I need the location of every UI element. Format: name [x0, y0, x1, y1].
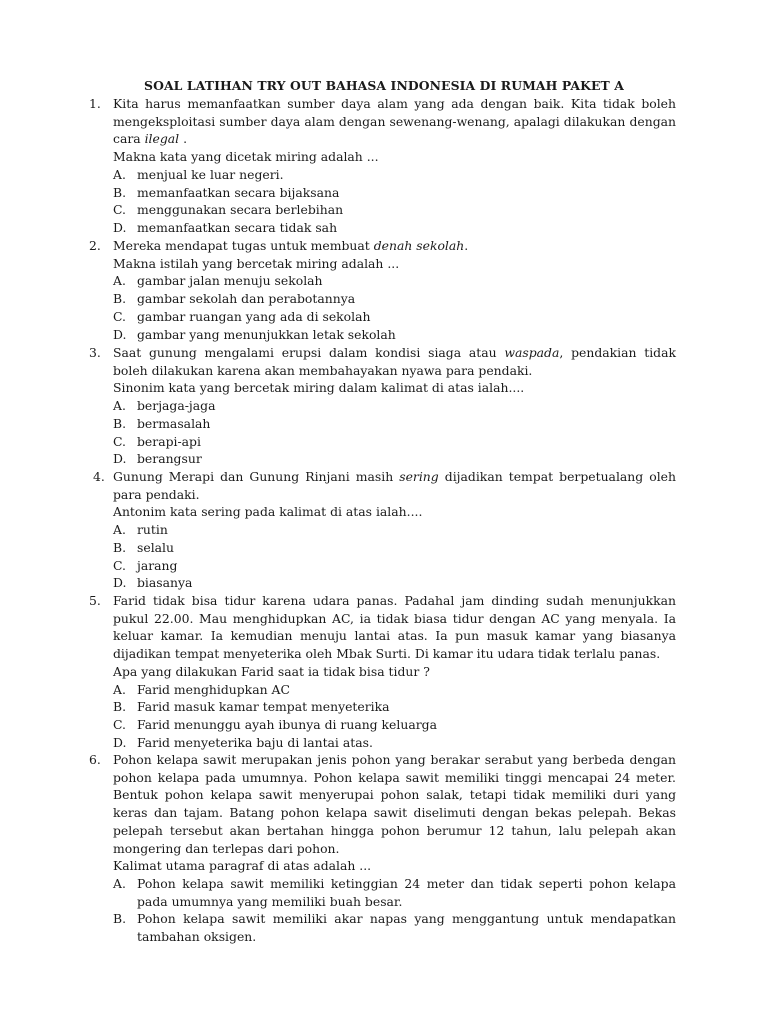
option-b: B. gambar sekolah dan perabotannya	[113, 291, 356, 307]
question-prompt: Makna kata yang dicetak miring adalah ...	[113, 149, 379, 165]
question-number: 6.	[89, 752, 101, 767]
italic-word: sering	[399, 469, 439, 484]
option-b: B. Farid masuk kamar tempat menyeterika	[113, 699, 390, 715]
question-text: Gunung Merapi dan Gunung Rinjani masih sering dijadikan tempat berpetualang oleh para pendaki.	[113, 469, 676, 502]
question-number: 4.	[93, 469, 105, 484]
question-prompt: Makna istilah yang bercetak miring adalah ...	[113, 255, 400, 271]
question-2	[89, 237, 676, 343]
option-c: C. berapi-api	[113, 433, 201, 449]
question-prompt: Antonim kata sering pada kalimat di atas ialah....	[113, 504, 423, 520]
question-text: Saat gunung mengalami erupsi dalam kondisi siaga atau waspada, pendakian tidak boleh dilakukan karena akan membahayakan nyawa para pendaki.	[113, 345, 676, 378]
question-text: Mereka mendapat tugas untuk membuat denah sekolah.	[113, 238, 469, 253]
option-a: A. Farid menghidupkan AC	[113, 681, 290, 697]
question-6	[89, 751, 676, 946]
question-text: Pohon kelapa sawit merupakan jenis pohon yang berakar serabut yang berbeda dengan pohon kelapa pada umumnya. Pohon kelapa sawit memiliki tinggi mencapai 24 meter. Bentuk pohon kelapa sawit menyerupai pohon salak, tetapi tidak memiliki duri yang keras dan tajam. Batang pohon kelapa sawit diselimuti dengan bekas pelepah. Bekas pelepah tersebut akan bertahan hingga pohon berumur 12 tahun, lalu pelepah akan mongering dan terlepas dari pohon.	[113, 752, 676, 856]
question-4	[89, 468, 676, 592]
italic-word: ilegal	[144, 131, 180, 147]
option-a: A. menjual ke luar negeri.	[113, 166, 284, 182]
question-number: 5.	[89, 593, 101, 608]
question-text: Kita harus memanfaatkan sumber daya alam yang ada dengan baik. Kita tidak boleh mengeksploitasi sumber daya alam dengan sewenang-wenang, apalagi dilakukan dengan cara ilegal .	[113, 96, 676, 147]
option-c: C. menggunakan secara berlebihan	[113, 202, 344, 218]
option-d: D. gambar yang menunjukkan letak sekolah	[113, 326, 396, 342]
question-number: 3.	[89, 345, 101, 360]
option-b: B. Pohon kelapa sawit memiliki akar napas yang menggantung untuk mendapatkan tambahan oksigen.	[113, 911, 676, 945]
option-d: D. berangsur	[113, 451, 202, 467]
option-b: B. selalu	[113, 539, 174, 555]
option-d: D. memanfaatkan secara tidak sah	[113, 219, 338, 235]
italic-word: waspada	[504, 345, 560, 360]
option-c: C. Farid menunggu ayah ibunya di ruang keluarga	[113, 716, 437, 732]
option-a: A. Pohon kelapa sawit memiliki ketinggian 24 meter dan tidak seperti pohon kelapa pada umumnya yang memiliki buah besar.	[113, 875, 676, 909]
document-title: SOAL LATIHAN TRY OUT BAHASA INDONESIA DI RUMAH PAKET A	[144, 78, 624, 93]
question-prompt: Sinonim kata yang bercetak miring dalam kalimat di atas ialah....	[113, 380, 525, 396]
option-b: B. bermasalah	[113, 415, 211, 431]
question-5	[89, 592, 676, 751]
question-number: 1.	[89, 96, 101, 111]
question-text: Farid tidak bisa tidur karena udara panas. Padahal jam dinding sudah menunjukkan pukul 22.00. Mau menghidupkan AC, ia tidak biasa tidur dengan AC yang menyala. Ia keluar kamar. Ia kemudian menuju lantai atas. Ia pun masuk kamar yang biasanya dijadikan tempat menyeterika oleh Mbak Surti. Di kamar itu udara tidak terlalu panas.	[113, 593, 676, 662]
option-a: A. gambar jalan menuju sekolah	[113, 273, 323, 289]
option-c: C. jarang	[113, 557, 178, 573]
question-prompt: Apa yang dilakukan Farid saat ia tidak bisa tidur ?	[113, 663, 430, 679]
question-3	[89, 344, 676, 468]
question-1	[89, 95, 676, 237]
option-d: D. biasanya	[113, 575, 193, 591]
option-c: C. gambar ruangan yang ada di sekolah	[113, 308, 371, 324]
question-number: 2.	[89, 238, 101, 253]
option-d: D. Farid menyeterika baju di lantai atas.	[113, 734, 373, 750]
question-prompt: Kalimat utama paragraf di atas adalah ...	[113, 858, 372, 874]
option-b: B. memanfaatkan secara bijaksana	[113, 184, 340, 200]
italic-word: denah sekolah	[373, 238, 465, 253]
option-a: A. rutin	[113, 522, 168, 538]
option-a: A. berjaga-jaga	[113, 398, 216, 414]
